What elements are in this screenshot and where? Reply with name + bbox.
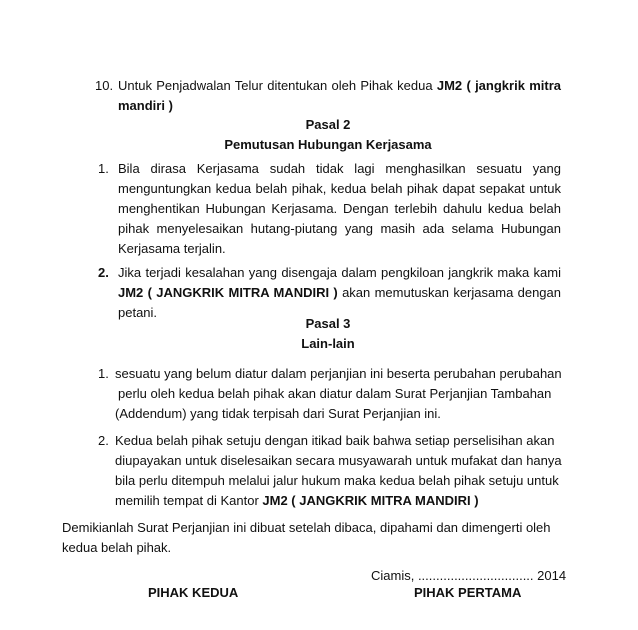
item-line: diupayakan untuk diselesaikan secara musyawarah untuk mufakat dan hanya <box>115 453 562 468</box>
article-3-item-1 <box>95 364 570 424</box>
article-3-subtitle: Lain-lain <box>301 336 355 351</box>
article-2-subtitle: Pemutusan Hubungan Kerjasama <box>224 137 432 152</box>
company-name: JM2 ( JANGKRIK MITRA MANDIRI ) <box>118 285 338 300</box>
item-line: menghentikan Hubungan Kerjasama. Dengan terlebih dahulu kedua belah <box>118 201 561 216</box>
item-number: 2. <box>98 433 109 448</box>
item-line: Bila dirasa Kerjasama sudah tidak lagi menghasilkan sesuatu yang <box>118 161 561 176</box>
item-number: 10. <box>95 78 114 93</box>
item-line: Kedua belah pihak setuju dengan itikad baik bahwa setiap perselisihan akan <box>115 433 555 448</box>
place-date: Ciamis, ................................ 2014 <box>371 568 567 583</box>
company-name: JM2 ( JANGKRIK MITRA MANDIRI ) <box>262 493 479 508</box>
signatory-right: PIHAK PERTAMA <box>414 585 522 600</box>
article-3-item-2 <box>95 431 570 511</box>
item-number: 2. <box>98 265 109 280</box>
closing-line: kedua belah pihak. <box>62 540 172 555</box>
item-line: petani. <box>118 305 158 320</box>
item-text: memilih tempat di Kantor <box>115 493 263 508</box>
item-line: Jika terjadi kesalahan yang disengaja dalam pengkiloan jangkrik maka kami <box>118 265 561 280</box>
company-name-cont: mandiri ) <box>118 98 173 113</box>
item-text: akan memutuskan kerjasama dengan <box>337 285 562 300</box>
item-line: menguntungkan kedua belah pihak, kedua belah pihak dapat sepakat untuk <box>118 181 561 196</box>
list-item-10 <box>95 76 561 116</box>
signatory-left: PIHAK KEDUA <box>148 585 239 600</box>
item-text: Untuk Penjadwalan Telur ditentukan oleh Pihak kedua <box>118 78 437 93</box>
article-2-item-1 <box>95 159 561 259</box>
closing-paragraph <box>62 518 572 558</box>
item-number: 1. <box>98 161 109 176</box>
item-line: bila perlu ditempuh melalui jalur hukum maka kedua belah pihak setuju untuk <box>115 473 559 488</box>
item-number: 1. <box>98 366 109 381</box>
company-name: JM2 ( jangkrik mitra <box>436 78 561 93</box>
closing-line: Demikianlah Surat Perjanjian ini dibuat setelah dibaca, dipahami dan dimengerti oleh <box>62 520 551 535</box>
article-3-title: Pasal 3 <box>305 316 351 331</box>
item-line: perlu oleh kedua belah pihak akan diatur dalam Surat Perjanjian Tambahan <box>118 386 552 401</box>
item-line: Kerjasama terjalin. <box>118 241 226 256</box>
item-line: pihak menyelesaikan hutang-piutang yang masih ada selama Hubungan <box>118 221 561 236</box>
item-line: (Addendum) yang tidak terpisah dari Surat Perjanjian ini. <box>115 406 441 421</box>
article-2-title: Pasal 2 <box>305 117 351 132</box>
item-line: sesuatu yang belum diatur dalam perjanjian ini beserta perubahan perubahan <box>115 366 562 381</box>
